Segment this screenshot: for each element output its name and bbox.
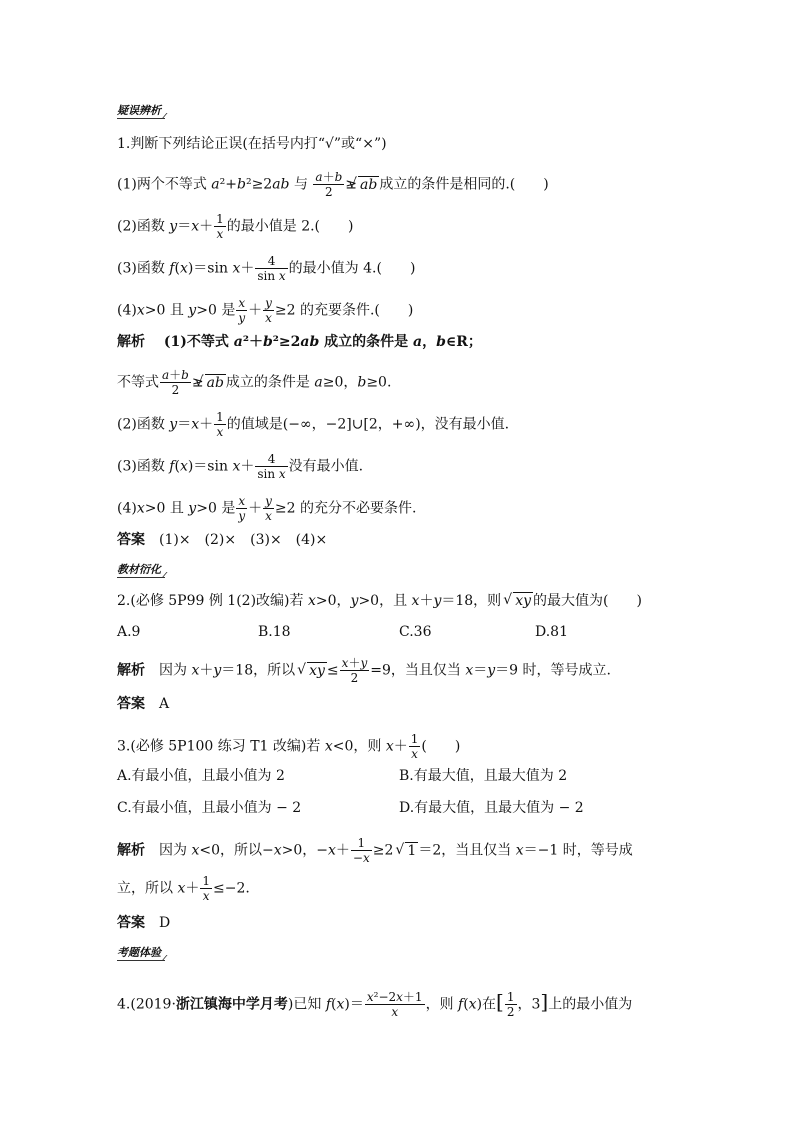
q1-solution-4: (4)x>0 且 y>0 是 $\frac{x}{y}$ ＋ $\frac{y}{x}$ ≥2 的充分不必要条件. [117,494,417,523]
q3-option-b: B.有最大值，且最大值为 2 [399,768,568,784]
q3-option-a: A.有最小值，且最小值为 2 [117,768,285,784]
q2-option-a: A.9 [117,624,141,640]
q1-item-1: (1)两个不等式 a²+b²≥2ab 与 $\frac{a+b}{2}$ ≥√ ab 成立的条件是相同的.( ) [117,170,549,199]
q2-option-c: C.36 [399,624,432,640]
q1-answer: 答案 (1)× (2)× (3)× (4)× [117,532,328,548]
q4-stem: 4.(2019·浙江镇海中学月考)已知 f(x)＝ $\frac{\text{x²−2x＋1}}{x}$ ，则 f(x)在[ $\frac{1}{2}$ ，3]上的最小值为 [117,989,633,1019]
q1-item-2: (2)函数 y＝x＋ $\frac{1}{x}$ 的最小值是 2.( ) [117,212,354,241]
q3-stem: 3.(必修 5P100 练习 T1 改编)若 x<0，则 x＋ $\frac{1}{x}$ ( ) [117,732,461,761]
q2-option-b: B.18 [258,624,291,640]
q1-solution-3: (3)函数 f(x)＝sin x＋ $\frac{4}{\text{sin x}}$ 没有最小值. [117,452,364,481]
section-heading-exam: 考题体验 [117,946,165,961]
q2-answer: 答案 A [117,696,170,712]
q3-option-c: C.有最小值，且最小值为 − 2 [117,800,302,816]
q1-item-3: (3)函数 f(x)＝sin x＋ $\frac{4}{\text{sin x}}$ 的最小值为 4.( ) [117,254,416,283]
q3-option-d: D.有最大值，且最大值为 − 2 [399,800,584,816]
q1-item-4: (4)x>0 且 y>0 是 $\frac{x}{y}$ ＋ $\frac{y}{x}$ ≥2 的充要条件.( ) [117,296,414,325]
q1-solution-1b: 不等式 $\frac{a+b}{2}$ ≥√ ab 成立的条件是 a≥0，b≥0. [117,368,391,397]
section-heading-textbook: 教材衍化 [117,563,165,578]
q2-stem: 2.(必修 5P99 例 1(2)改编)若 x>0，y>0，且 x＋y＝18，则√ xy 的最大值为( ) [117,591,642,611]
q1-solution-2: (2)函数 y＝x＋ $\frac{1}{x}$ 的值域是(−∞，−2]∪[2，+∞)，没有最小值. [117,410,510,439]
q3-answer: 答案 D [117,915,171,931]
section-heading-misconceptions: 疑误辨析 [117,104,165,119]
q1-solution-1: 解析 (1)不等式 a²＋b²≥2ab 成立的条件是 a，b∈R； [117,334,482,350]
q2-solution: 解析 因为 x＋y＝18，所以√ xy ≤ $\frac{x+y}{2}$ =9，当且仅当 x＝y＝9 时，等号成立. [117,656,611,685]
q2-option-d: D.81 [535,624,568,640]
q3-solution: 解析 因为 x<0，所以−x>0，−x＋ $\frac{1}{-x}$ ≥2√ 1 ＝2，当且仅当 x＝−1 时，等号成 [117,836,633,865]
q3-solution-cont: 立，所以 x＋ $\frac{1}{x}$ ≤−2. [117,874,250,903]
q1-stem: 1.判断下列结论正误(在括号内打“√”或“×”) [117,136,387,152]
